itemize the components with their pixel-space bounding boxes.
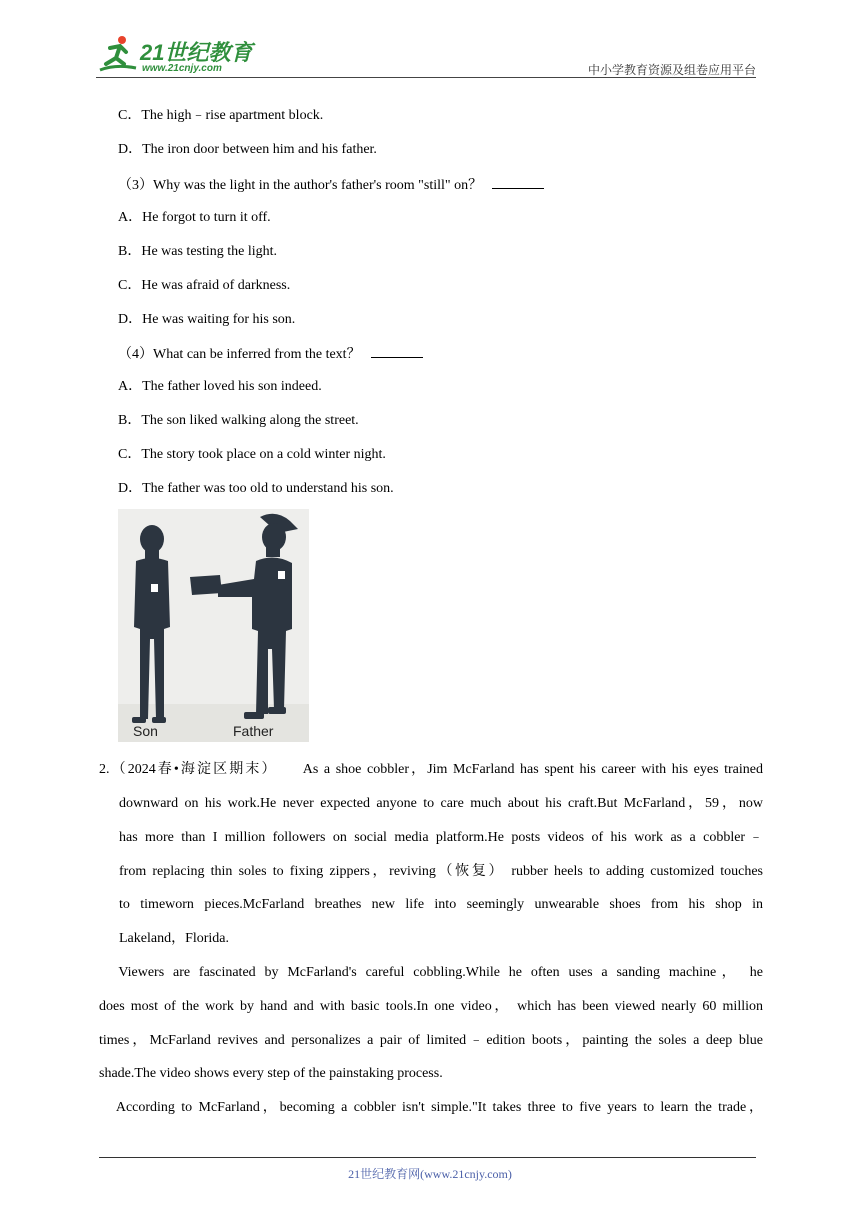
option-q4-c: C．The story took place on a cold winter night. [118,447,386,462]
passage-p2-line-1: Viewers are fascinated by McFarland's careful cobbling.While he often uses a sanding machine， he [99,965,763,980]
passage-p1-line-1: 2.（2024春•海淀区期末） As a shoe cobbler，Jim McFarland has spent his career with his eyes trained [99,762,763,777]
option-q4-b: B．The son liked walking along the street. [118,413,359,428]
option-q3-a: A．He forgot to turn it off. [118,210,271,225]
question-3-text: （3）Why was the light in the author's father's room "still" on？ [118,178,483,193]
header-tagline: 中小学教育资源及组卷应用平台 [587,63,756,77]
passage-p1-line-4: from replacing thin soles to fixing zippers，reviving（恢复） rubber heels to adding customized touches [119,864,763,879]
son-silhouette [132,525,170,723]
passage-p3-line-1: According to McFarland，becoming a cobbler isn't simple."It takes three to five years to learn the trade， [99,1100,763,1115]
father-silhouette [218,514,298,719]
option-q4-d: D．The father was too old to understand his son. [118,481,394,496]
option-q3-b: B．He was testing the light. [118,244,278,259]
option-q3-c: C．He was afraid of darkness. [118,278,291,293]
logo-url: www.21cnjy.com [142,63,222,74]
option-q4-a: A．The father loved his son indeed. [118,379,322,394]
caption-father: Father [233,723,274,739]
answer-blank [492,176,544,189]
option-q2-d: D．The iron door between him and his father. [118,142,377,157]
caption-son: Son [133,723,158,739]
son-badge [151,584,158,592]
passage-p1-line-3: has more than I million followers on social media platform.He posts videos of his work as a cobbler﹣ [119,830,763,845]
question-4-text: （4）What can be inferred from the text？ [118,347,361,362]
book-shape [190,575,222,595]
logo-wordmark: 21世纪教育 [140,40,253,65]
passage-p1-line-5: to timeworn pieces.McFarland breathes new life into seemingly unwearable shoes from his shop in [119,897,763,912]
father-badge [278,571,285,579]
footer-link[interactable]: 21世纪教育网(www.21cnjy.com) [348,1167,512,1181]
footer-divider [99,1157,756,1158]
question-4-stem [118,345,423,363]
answer-blank [371,345,423,358]
header-divider [96,77,756,78]
passage-p1-line-2: downward on his work.He never expected anyone to care much about his craft.But McFarland，59，now [119,796,763,811]
option-q2-c: C．The high﹣rise apartment block. [118,108,324,123]
son-father-illustration [118,509,309,742]
passage-p2-line-3: times，McFarland revives and personalizes a pair of limited﹣edition boots，painting the soles a deep blue [99,1033,763,1048]
passage-p2-line-2: does most of the work by hand and with basic tools.In one video， which has been viewed nearly 60 million [99,999,763,1014]
site-logo [96,34,266,76]
option-q3-d: D．He was waiting for his son. [118,312,296,327]
passage-p1-line-6: Lakeland，Florida. [119,931,230,946]
passage-p2-line-4: shade.The video shows every step of the painstaking process. [99,1066,443,1081]
page-header [96,34,756,78]
runner-logo-icon [96,34,140,76]
silhouette-figure [118,509,309,742]
question-3-stem [118,176,544,194]
